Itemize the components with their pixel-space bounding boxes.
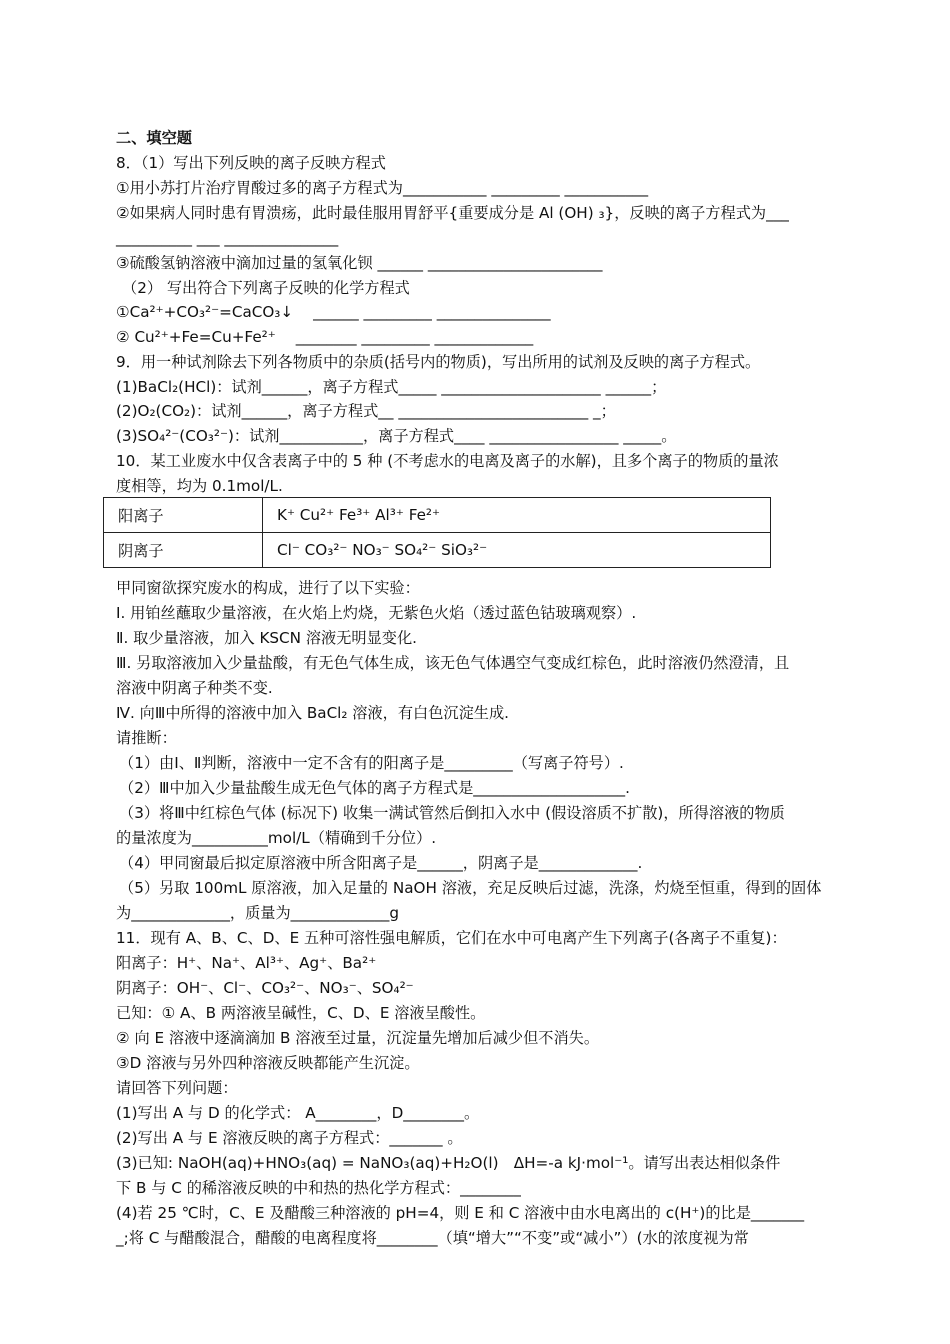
question-11-1: (1)写出 A 与 D 的化学式： A________，D________。 (116, 1104, 480, 1122)
question-11-3: (3)已知: NaOH(aq)+HNO₃(aq) = NaNO₃(aq)+H₂O(l) ΔH=-a kJ·mol⁻¹。请写出表达相似条件 (116, 1154, 781, 1172)
question-10-cont: 度相等，均为 0.1mol/L. (116, 477, 283, 495)
question-10-ask: 请推断： (116, 729, 177, 747)
question-10-3: （3）将Ⅲ中红棕色气体 (标况下) 收集一满试管然后倒扣入水中 (假设溶质不扩散)，所得溶液的物质 (119, 804, 785, 822)
question-10-5-cont: 为_____________，质量为_____________g (116, 904, 400, 922)
question-11-4: (4)若 25 ℃时，C、E 及醋酸三种溶液的 pH=4，则 E 和 C 溶液中由水电离出的 c(H⁺)的比是_______ (116, 1204, 805, 1222)
question-10-4: （4）甲同窗最后拟定原溶液中所含阳离子是______，阴离子是_____________. (119, 854, 643, 872)
question-8-2-b: ② Cu²⁺+Fe=Cu+Fe²⁺ ________ _________ _____________ (116, 328, 534, 346)
ion-table (103, 497, 771, 568)
question-9-1: (1)BaCl₂(HCl)：试剂______，离子方程式_____ _____________________ ______； (116, 378, 667, 396)
question-11: 11．现有 A、B、C、D、E 五种可溶性强电解质，它们在水中可电离产生下列离子(各离子不重复)： (116, 929, 787, 947)
anion-label: 阴离子 (104, 533, 263, 568)
question-11-3-cont: 下 B 与 C 的稀溶液反映的中和热的热化学方程式：________ (116, 1179, 521, 1197)
question-9-3: (3)SO₄²⁻(CO₃²⁻)：试剂___________，离子方程式____ _________________ _____。 (116, 427, 677, 445)
question-11-anions: 阴离子：OH⁻、Cl⁻、CO₃²⁻、NO₃⁻、SO₄²⁻ (116, 979, 414, 997)
question-11-known-1: 已知：① A、B 两溶液呈碱性，C、D、E 溶液呈酸性。 (116, 1004, 486, 1022)
table-row (104, 533, 771, 568)
section-title: 二、填空题 (116, 129, 192, 147)
question-11-ask: 请回答下列问题： (116, 1079, 238, 1097)
question-10: 10．某工业废水中仅含表离子中的 5 种 (不考虑水的电离及离子的水解)，且多个离子的物质的量浓 (116, 452, 779, 470)
anion-values: Cl⁻ CO₃²⁻ NO₃⁻ SO₄²⁻ SiO₃²⁻ (263, 533, 771, 568)
question-8-1-c: ③硫酸氢钠溶液中滴加过量的氢氧化钡 ______ _______________________ (116, 254, 603, 272)
question-10-2: （2）Ⅲ中加入少量盐酸生成无色气体的离子方程式是____________________. (119, 779, 630, 797)
table-row (104, 498, 771, 533)
question-10-5: （5）另取 100mL 原溶液，加入足量的 NaOH 溶液，充足反映后过滤，洗涤，灼烧至恒重，得到的固体 (119, 879, 822, 897)
question-8-1-b: ②如果病人同时患有胃溃疡，此时最佳服用胃舒平{重要成分是 Al (OH) ₃}，反映的离子方程式为___ (116, 204, 789, 222)
question-11-cations: 阳离子：H⁺、Na⁺、Al³⁺、Ag⁺、Ba²⁺ (116, 954, 377, 972)
question-9-2: (2)O₂(CO₂)：试剂______，离子方程式__ _________________________ _； (116, 402, 616, 420)
question-10-intro: 甲同窗欲探究废水的构成，进行了以下实验： (116, 579, 420, 597)
experiment-1: Ⅰ. 用铂丝蘸取少量溶液，在火焰上灼烧，无紫色火焰（透过蓝色钴玻璃观察）. (116, 604, 637, 622)
question-8-part-2: （2） 写出符合下列离子反映的化学方程式 (122, 279, 410, 297)
question-8-part-1: 8．（1）写出下列反映的离子反映方程式 (116, 154, 386, 172)
question-10-3-cont: 的量浓度为__________mol/L（精确到千分位）. (116, 829, 437, 847)
question-11-2: (2)写出 A 与 E 溶液反映的离子方程式：_______ 。 (116, 1129, 463, 1147)
question-9: 9．用一种试剂除去下列各物质中的杂质(括号内的物质)，写出所用的试剂及反映的离子方程式。 (116, 353, 761, 371)
question-11-4-cont: _;将 C 与醋酸混合，醋酸的电离程度将________（填“增大”“不变”或“减小”）(水的浓度视为常 (116, 1229, 749, 1247)
question-8-2-a: ①Ca²⁺+CO₃²⁻=CaCO₃↓ ______ _________ _______________ (116, 303, 551, 321)
question-11-known-3: ③D 溶液与另外四种溶液反映都能产生沉淀。 (116, 1054, 420, 1072)
experiment-4: Ⅳ. 向Ⅲ中所得的溶液中加入 BaCl₂ 溶液，有白色沉淀生成. (116, 704, 510, 722)
experiment-3-cont: 溶液中阴离子种类不变. (116, 679, 273, 697)
question-10-1: （1）由Ⅰ、Ⅱ判断，溶液中一定不含有的阳离子是_________（写离子符号）. (119, 754, 624, 772)
question-8-1-b-cont: __________ ___ _______________ (116, 229, 339, 247)
experiment-2: Ⅱ. 取少量溶液，加入 KSCN 溶液无明显变化. (116, 629, 417, 647)
cation-label: 阳离子 (104, 498, 263, 533)
experiment-3: Ⅲ. 另取溶液加入少量盐酸，有无色气体生成，该无色气体遇空气变成红棕色，此时溶液仍然澄清，且 (116, 654, 790, 672)
question-8-1-a: ①用小苏打片治疗胃酸过多的离子方程式为___________ _________ ___________ (116, 179, 649, 197)
cation-values: K⁺ Cu²⁺ Fe³⁺ Al³⁺ Fe²⁺ (263, 498, 771, 533)
question-11-known-2: ② 向 E 溶液中逐滴滴加 B 溶液至过量，沉淀量先增加后减少但不消失。 (116, 1029, 600, 1047)
